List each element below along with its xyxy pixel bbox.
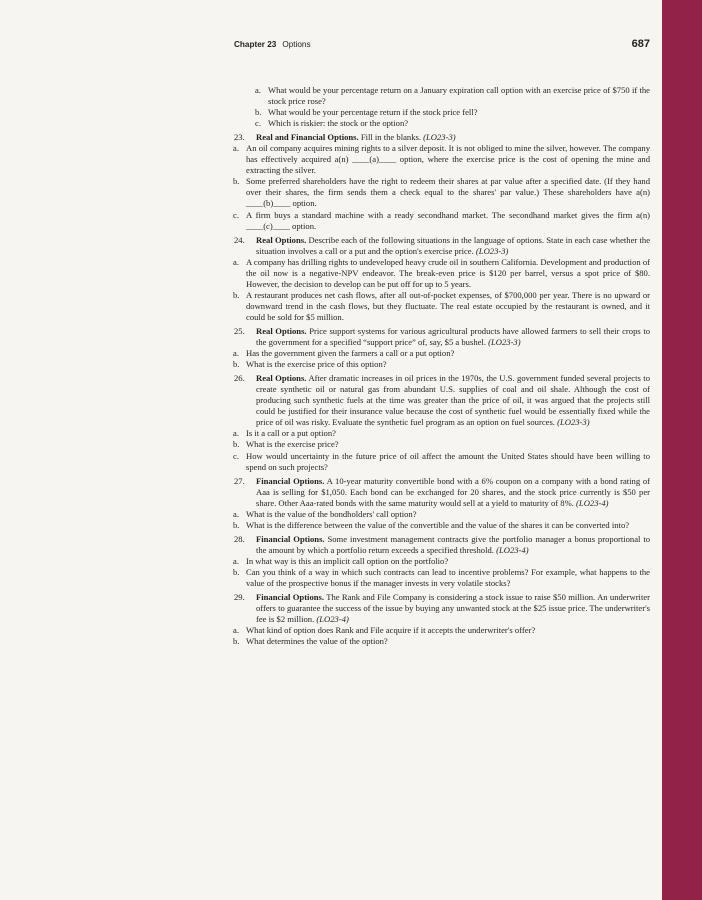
problem-29 <box>234 592 650 647</box>
sub-question-text: An oil company acquires mining rights to a silver deposit. It is not obliged to mine the silver, however. The company has effectively acquired a(n) ____(a)____ option, where the exercise price is the cost of opening the mine and extracting the silver. <box>246 143 650 176</box>
sub-question-letter: a. <box>233 555 239 566</box>
sub-question <box>212 509 650 520</box>
problem-text: The Rank and File Company is considering a stock issue to raise $50 million. An underwriter offers to guarantee the success of the issue by buying any unwanted stock at the $25 issue price. The underwriter's fee is $2 million. <box>256 592 651 625</box>
learning-objective: (LO23-3) <box>475 245 509 256</box>
learning-objective: (LO23-4) <box>496 544 529 555</box>
sub-question-text: How would uncertainty in the future price of oil affect the amount the United States should have been willing to spend on such projects? <box>246 450 650 472</box>
sub-question <box>212 567 650 589</box>
sub-question-letter: b. <box>233 176 240 187</box>
sub-question-text: A restaurant produces net cash flows, after all out-of-pocket expenses, of $700,000 per year. There is no upward or downward trend in the cash flows, but they fluctuate. The real estate occupied by the restaurant is owned, and it could be sold for $5 million. <box>246 289 650 322</box>
sub-question-letter: b. <box>233 289 240 300</box>
sub-question-letter: b. <box>233 359 240 370</box>
problem-stem <box>256 592 650 625</box>
sub-question-list <box>234 348 650 370</box>
sub-question-text: What is the difference between the value of the convertible and the value of the shares it can be converted into? <box>246 519 630 530</box>
problem-text: Fill in the blanks. <box>360 132 421 143</box>
sub-question-letter: b. <box>233 519 240 530</box>
sub-question-letter: a. <box>233 625 239 636</box>
sub-question-text: What is the exercise price of this option? <box>246 359 387 370</box>
sub-question <box>212 556 650 567</box>
problem-28 <box>234 534 650 589</box>
page-number: 687 <box>631 38 650 50</box>
problem-title: Real and Financial Options. <box>256 132 359 143</box>
problem-list <box>234 85 650 647</box>
sub-question <box>212 636 650 647</box>
problem-26 <box>234 373 650 472</box>
problem-title: Real Options. <box>256 234 307 245</box>
sub-question <box>212 625 650 636</box>
problem-text: Describe each of the following situations in the language of options. State in each case whether the situation involves a call or a put and the option's exercise price. <box>256 234 651 256</box>
sub-question-list <box>234 556 650 589</box>
problem-title: Financial Options. <box>256 533 325 544</box>
problem-number: 24. <box>234 234 245 245</box>
problem-23 <box>234 132 650 231</box>
sub-question-letter: a. <box>233 348 239 359</box>
sub-question-text: Some preferred shareholders have the right to redeem their shares at par value after a specified date. (If they hand over their shares, the firm sends them a check equal to the shares' par value.) These shareholders have a(n) ____(b)____ option. <box>246 176 650 209</box>
page-edge-band <box>662 0 702 900</box>
sub-question-text: What is the value of the bondholders' call option? <box>246 508 417 519</box>
sub-question-letter: b. <box>233 636 240 647</box>
sub-question <box>212 359 650 370</box>
chapter-number: Chapter 23 <box>234 40 277 49</box>
sub-question <box>212 210 650 232</box>
sub-question <box>212 176 650 209</box>
problem-stem <box>256 132 650 143</box>
learning-objective: (LO23-3) <box>423 132 456 143</box>
problem-text: Price support systems for various agricultural products have allowed farmers to sell their crops to the government for a specified “support price” of, say, $5 a bushel. <box>256 325 650 348</box>
sub-question-text: What would be your percentage return if the stock price fell? <box>268 107 478 118</box>
problem-number: 29. <box>234 592 245 603</box>
learning-objective: (LO23-4) <box>576 497 609 508</box>
sub-question <box>212 428 650 439</box>
sub-question <box>212 348 650 359</box>
learning-objective: (LO23-3) <box>557 417 590 428</box>
problem-number: 27. <box>234 475 245 486</box>
sub-question-letter: a. <box>255 85 261 95</box>
problem-text: A 10-year maturity convertible bond with a 6% coupon on a company with a bond rating of Aaa is selling for $1,050. Each bond can be exchanged for 20 shares, and the stock price currently is $50 per share. Other Aaa-rated bonds with the same maturity would sell at a yield to maturity of 8%. <box>256 475 650 508</box>
sub-question-letter: a. <box>233 143 239 154</box>
sub-question <box>212 520 650 531</box>
learning-objective: (LO23-3) <box>488 337 521 348</box>
sub-question-text: Which is riskier: the stock or the option? <box>268 118 409 129</box>
sub-question-text: A company has drilling rights to undeveloped heavy crude oil in southern California. Development and production of the oil now is a negative-NPV endeavor. The break-even price is $120 per barrel, versus a spot price of $80. However, the decision to develop can be put off for up to 5 years. <box>246 256 650 289</box>
sub-question-letter: b. <box>255 107 262 118</box>
problem-stem <box>256 476 650 509</box>
problem-title: Financial Options. <box>256 475 325 486</box>
chapter-label <box>234 40 311 49</box>
problem-25 <box>234 326 650 370</box>
problem-27 <box>234 476 650 531</box>
sub-question <box>234 85 650 107</box>
sub-question-text: What would be your percentage return on a January expiration call option with an exercise price of $750 if the stock price rose? <box>268 85 650 107</box>
sub-question <box>212 451 650 473</box>
problem-number: 25. <box>234 325 245 336</box>
chapter-title: Options <box>282 40 311 49</box>
sub-question-letter: a. <box>233 256 239 267</box>
sub-question-text: What kind of option does Rank and File acquire if it accepts the underwriter's offer? <box>246 625 536 636</box>
sub-question-letter: b. <box>233 439 240 450</box>
sub-question <box>212 290 650 323</box>
sub-question-text: What determines the value of the option? <box>246 636 388 647</box>
sub-question <box>212 143 650 176</box>
problem-number: 28. <box>234 533 245 544</box>
sub-question-list <box>234 428 650 472</box>
sub-question-list <box>234 625 650 647</box>
sub-question-letter: c. <box>255 118 261 129</box>
problem-number: 26. <box>234 373 245 384</box>
sub-question-list <box>234 257 650 323</box>
problem-text: After dramatic increases in oil prices in the 1970s, the U.S. government funded several projects to create synthetic oil or natural gas from abundant U.S. supplies of coal and oil shale. Although the cost of producing such synthetic fuels at the time was greater than the price of oil, it was argued that the projects still could be justified for their insurance value because the cost of synthetic fuel would be essentially fixed while the price of oil was risky. Evaluate the synthetic fuel program as an option on fuel sources. <box>256 373 650 428</box>
sub-question-list <box>234 509 650 531</box>
sub-question-letter: a. <box>233 508 239 519</box>
problem-title: Financial Options. <box>256 592 325 603</box>
sub-question <box>212 439 650 450</box>
problem-24 <box>234 235 650 323</box>
problem-stem <box>256 373 650 428</box>
sub-question-letter: a. <box>233 428 239 439</box>
problem-stem <box>256 235 650 257</box>
running-header <box>234 40 650 54</box>
sub-question-text: Can you think of a way in which such contracts can lead to incentive problems? For example, what happens to the value of the prospective bonus if the manager invests in very volatile stocks? <box>246 566 650 589</box>
problem-title: Real Options. <box>256 325 307 336</box>
sub-question-text: Is it a call or a put option? <box>246 428 336 439</box>
problem-text: Some investment management contracts give the portfolio manager a bonus proportional to the amount by which a portfolio return exceeds a specified threshold. <box>256 533 650 555</box>
learning-objective: (LO23-4) <box>316 614 349 625</box>
problem-number: 23. <box>234 132 245 143</box>
problem-stem <box>256 326 650 348</box>
sub-question <box>212 257 650 290</box>
problem-stem <box>256 534 650 556</box>
sub-question-text: What is the exercise price? <box>246 439 339 450</box>
sub-question <box>234 107 650 118</box>
sub-question-list <box>234 143 650 231</box>
sub-question-text: A firm buys a standard machine with a ready secondhand market. The secondhand market gives the firm a(n) ____(c)____ option. <box>246 209 650 231</box>
problem-title: Real Options. <box>256 373 307 384</box>
sub-question <box>234 118 650 129</box>
sub-question-letter: c. <box>233 450 239 461</box>
sub-question-text: In what way is this an implicit call option on the portfolio? <box>246 555 449 566</box>
sub-question-text: Has the government given the farmers a call or a put option? <box>246 348 455 359</box>
sub-question-letter: c. <box>233 209 239 220</box>
sub-question-letter: b. <box>233 566 240 577</box>
